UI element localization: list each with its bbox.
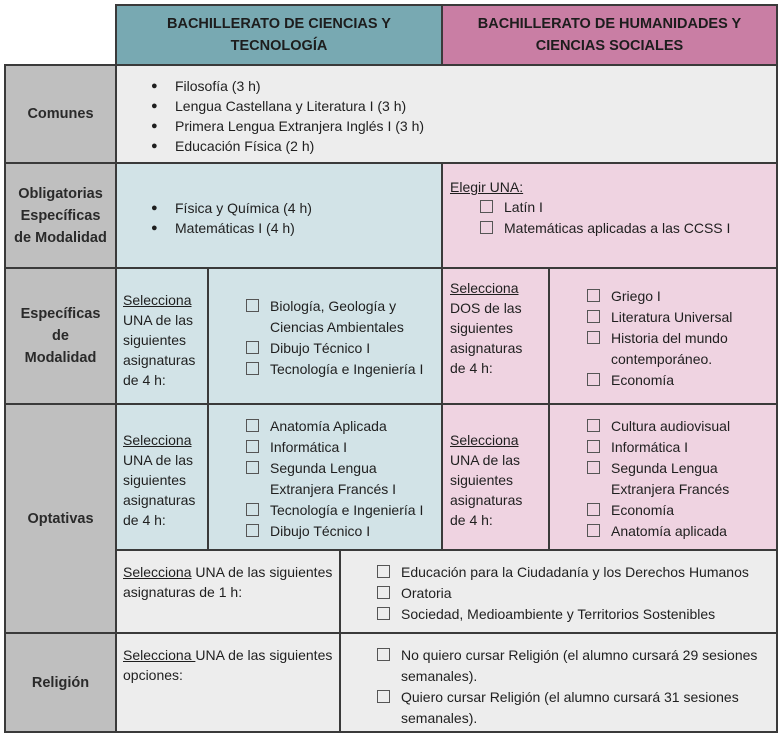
list-item: ● Física y Química (4 h)	[147, 198, 312, 218]
checkbox-option[interactable]: Tecnología e Ingeniería I	[245, 359, 435, 380]
checkbox-icon[interactable]	[587, 503, 600, 516]
row-label-religion	[4, 632, 117, 733]
checkbox-icon[interactable]	[377, 565, 390, 578]
optativas-humanidades-instr-cell	[441, 403, 550, 551]
optativas-humanidades-options	[586, 416, 766, 542]
obligatorias-humanidades-cell	[441, 162, 778, 269]
optativas-comun-options-cell	[339, 549, 778, 634]
checkbox-option[interactable]: Griego I	[586, 286, 766, 307]
especificas-ciencias-instruction: Selecciona UNA de las siguientes asignaturas de 4 h:	[123, 292, 196, 388]
religion-instr-cell	[115, 632, 341, 733]
checkbox-icon[interactable]	[246, 419, 259, 432]
checkbox-icon[interactable]	[246, 524, 259, 537]
optativas-humanidades-instruction: Selecciona UNA de las siguientes asignaturas de 4 h:	[450, 432, 523, 528]
list-item: ● Filosofía (3 h)	[147, 76, 424, 96]
obligatorias-label: Obligatorias Específicas de Modalidad	[14, 185, 107, 246]
optativas-ciencias-instr-cell	[115, 403, 209, 551]
checkbox-icon[interactable]	[587, 289, 600, 302]
comunes-list	[147, 76, 424, 156]
checkbox-icon[interactable]	[480, 221, 493, 234]
checkbox-option[interactable]: Anatomía Aplicada	[245, 416, 435, 437]
checkbox-icon[interactable]	[587, 310, 600, 323]
checkbox-option[interactable]: Literatura Universal	[586, 307, 766, 328]
especificas-humanidades-options-cell	[548, 267, 778, 405]
header-ciencias-text: BACHILLERATO DE CIENCIAS Y TECNOLOGÍA	[167, 16, 391, 54]
obligatorias-humanidades-options	[479, 197, 730, 239]
row-label-obligatorias	[4, 162, 117, 269]
header-ciencias	[115, 4, 443, 66]
checkbox-icon[interactable]	[246, 362, 259, 375]
checkbox-option[interactable]: Sociedad, Medioambiente y Territorios Sostenibles	[376, 604, 771, 625]
checkbox-icon[interactable]	[480, 200, 493, 213]
checkbox-icon[interactable]	[246, 341, 259, 354]
checkbox-icon[interactable]	[246, 299, 259, 312]
checkbox-icon[interactable]	[377, 690, 390, 703]
religion-instruction: Selecciona UNA de las siguientes opciones:	[123, 647, 333, 683]
list-item: ● Primera Lengua Extranjera Inglés I (3 h)	[147, 116, 424, 136]
checkbox-icon[interactable]	[587, 440, 600, 453]
especificas-ciencias-options-cell	[207, 267, 443, 405]
elegir-una-title: Elegir UNA:	[450, 179, 524, 195]
optativas-ciencias-options	[245, 416, 435, 542]
religion-label: Religión	[31, 674, 90, 691]
obligatorias-ciencias-cell	[115, 162, 443, 269]
row-label-optativas	[4, 403, 117, 634]
checkbox-option[interactable]: Historia del mundo contemporáneo.	[586, 328, 766, 370]
checkbox-option[interactable]: Educación para la Ciudadanía y los Derechos Humanos	[376, 562, 771, 583]
checkbox-option[interactable]: No quiero cursar Religión (el alumno cursará 29 sesiones semanales).	[376, 645, 768, 687]
checkbox-option[interactable]: Segunda Lengua Extranjera Francés I	[245, 458, 435, 500]
optativas-label: Optativas	[27, 510, 94, 527]
obligatorias-ciencias-list	[147, 198, 312, 238]
checkbox-icon[interactable]	[587, 524, 600, 537]
list-item: ● Educación Física (2 h)	[147, 136, 424, 156]
especificas-label: Específicas de Modalidad	[20, 306, 101, 366]
checkbox-icon[interactable]	[587, 331, 600, 344]
checkbox-option[interactable]: Matemáticas aplicadas a las CCSS I	[479, 218, 730, 239]
especificas-humanidades-instruction: Selecciona DOS de las siguientes asignaturas de 4 h:	[450, 280, 523, 376]
especificas-humanidades-instr-cell	[441, 267, 550, 405]
header-humanidades-text: BACHILLERATO DE HUMANIDADES Y CIENCIAS SOCIALES	[477, 16, 742, 54]
checkbox-option[interactable]: Latín I	[479, 197, 730, 218]
optativas-comun-instr-cell	[115, 549, 341, 634]
optativas-ciencias-instruction: Selecciona UNA de las siguientes asignaturas de 4 h:	[123, 432, 196, 528]
checkbox-option[interactable]: Economía	[586, 500, 766, 521]
comunes-cell	[115, 64, 778, 164]
checkbox-option[interactable]: Dibujo Técnico I	[245, 521, 435, 542]
religion-options-cell	[339, 632, 778, 733]
checkbox-option[interactable]: Segunda Lengua Extranjera Francés	[586, 458, 766, 500]
checkbox-icon[interactable]	[587, 419, 600, 432]
religion-options	[376, 645, 768, 729]
row-label-comunes	[4, 64, 117, 164]
checkbox-icon[interactable]	[246, 503, 259, 516]
optativas-ciencias-options-cell	[207, 403, 443, 551]
list-item: ● Matemáticas I (4 h)	[147, 218, 312, 238]
checkbox-option[interactable]: Quiero cursar Religión (el alumno cursará 31 sesiones semanales).	[376, 687, 768, 729]
checkbox-option[interactable]: Tecnología e Ingeniería I	[245, 500, 435, 521]
checkbox-option[interactable]: Informática I	[586, 437, 766, 458]
checkbox-option[interactable]: Anatomía aplicada	[586, 521, 766, 542]
especificas-ciencias-instr-cell	[115, 267, 209, 405]
optativas-humanidades-options-cell	[548, 403, 778, 551]
especificas-ciencias-options	[245, 296, 435, 380]
checkbox-icon[interactable]	[246, 461, 259, 474]
checkbox-option[interactable]: Cultura audiovisual	[586, 416, 766, 437]
comunes-label: Comunes	[27, 106, 94, 122]
checkbox-icon[interactable]	[377, 607, 390, 620]
row-label-especificas	[4, 267, 117, 405]
checkbox-icon[interactable]	[587, 373, 600, 386]
checkbox-icon[interactable]	[377, 648, 390, 661]
checkbox-icon[interactable]	[377, 586, 390, 599]
header-humanidades	[441, 4, 778, 66]
checkbox-icon[interactable]	[246, 440, 259, 453]
checkbox-option[interactable]: Economía	[586, 370, 766, 391]
checkbox-option[interactable]: Biología, Geología y Ciencias Ambientales	[245, 296, 435, 338]
optativas-comun-options	[376, 562, 771, 625]
especificas-humanidades-options	[586, 286, 766, 391]
checkbox-option[interactable]: Dibujo Técnico I	[245, 338, 435, 359]
optativas-comun-instruction: Selecciona UNA de las siguientes asignaturas de 1 h:	[123, 564, 333, 600]
checkbox-icon[interactable]	[587, 461, 600, 474]
list-item: ● Lengua Castellana y Literatura I (3 h)	[147, 96, 424, 116]
checkbox-option[interactable]: Informática I	[245, 437, 435, 458]
checkbox-option[interactable]: Oratoria	[376, 583, 771, 604]
